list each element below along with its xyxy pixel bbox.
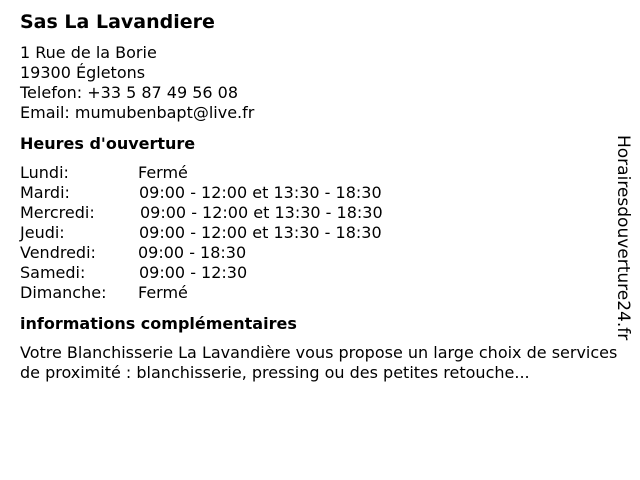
- day-hours: 09:00 - 12:00 et 13:30 - 18:30: [139, 183, 382, 202]
- day-hours: 09:00 - 12:00 et 13:30 - 18:30: [139, 223, 382, 242]
- day-label: Samedi:: [20, 263, 86, 282]
- opening-hours-heading: Heures d'ouverture: [20, 134, 196, 153]
- hours-row-sunday: [20, 283, 620, 303]
- business-description: Votre Blanchisserie La Lavandière vous propose un large choix de services de proximité : blanchisserie, pressing ou des petites retouche...: [20, 343, 618, 382]
- hours-row-monday: [20, 163, 620, 183]
- address-line-2: 19300 Égletons: [20, 63, 146, 82]
- address-line-1: 1 Rue de la Borie: [20, 43, 157, 62]
- day-hours: 09:00 - 18:30: [138, 243, 247, 262]
- day-label: Lundi:: [20, 163, 69, 182]
- hours-row-tuesday: [20, 183, 620, 203]
- opening-hours-table: [20, 163, 620, 303]
- hours-row-wednesday: [20, 203, 620, 223]
- additional-info-heading: informations complémentaires: [20, 314, 297, 333]
- business-card: [20, 10, 620, 383]
- watermark-text: Horairesdouverture24.fr: [613, 135, 633, 341]
- day-label: Mercredi:: [20, 203, 95, 222]
- day-hours: Fermé: [138, 283, 188, 302]
- hours-row-saturday: [20, 263, 620, 283]
- business-name: Sas La Lavandiere: [20, 11, 215, 33]
- day-label: Dimanche:: [20, 283, 107, 302]
- day-hours: Fermé: [138, 163, 188, 182]
- day-label: Vendredi:: [20, 243, 96, 262]
- day-label: Jeudi:: [20, 223, 65, 242]
- email-address: Email: mumubenbapt@live.fr: [20, 103, 255, 122]
- day-label: Mardi:: [20, 183, 70, 202]
- hours-row-thursday: [20, 223, 620, 243]
- phone-number: Telefon: +33 5 87 49 56 08: [20, 83, 239, 102]
- day-hours: 09:00 - 12:30: [139, 263, 248, 282]
- site-watermark: [612, 135, 634, 345]
- hours-row-friday: [20, 243, 620, 263]
- day-hours: 09:00 - 12:00 et 13:30 - 18:30: [140, 203, 383, 222]
